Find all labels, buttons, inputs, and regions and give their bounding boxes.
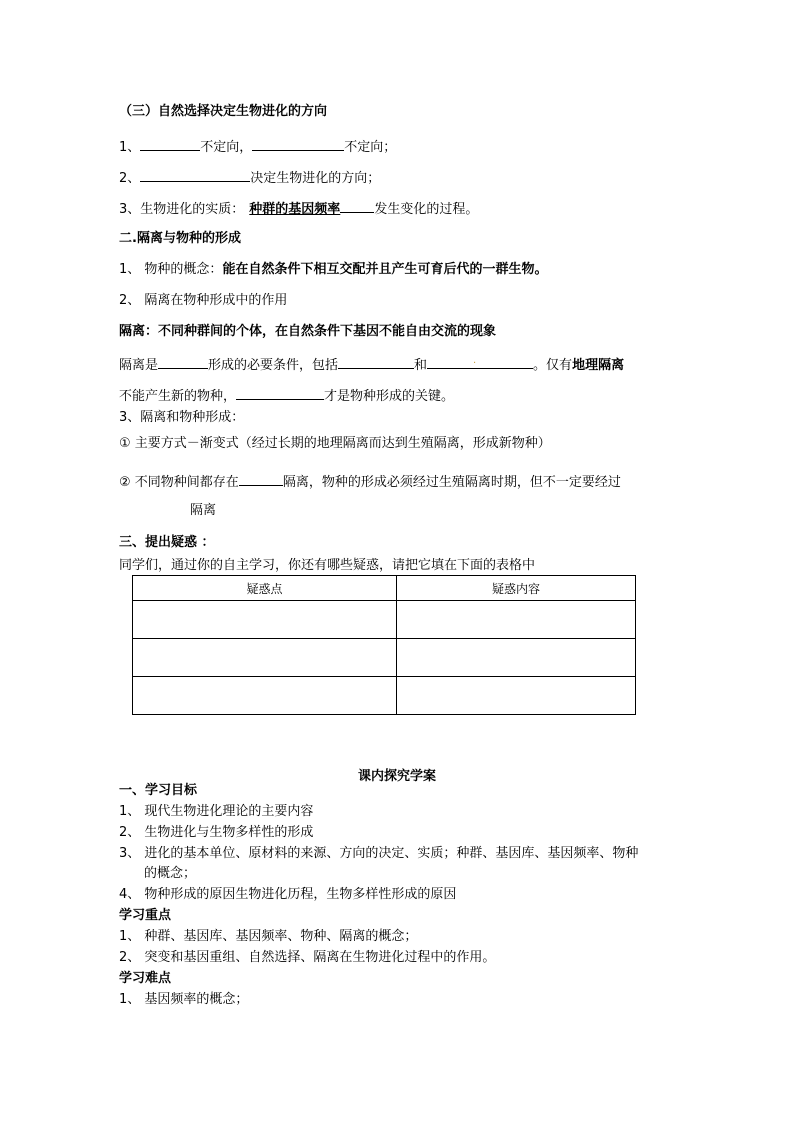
section3-heading: （三）自然选择决定生物进化的方向 (119, 104, 328, 119)
line-number: 1、 (119, 804, 141, 819)
isolation-label: 隔离： (119, 324, 159, 339)
line-text: 不能产生新的物种， (119, 389, 237, 404)
line-number: 3、 (119, 410, 141, 425)
doubts-table (132, 575, 636, 715)
part2-line2 (119, 293, 287, 309)
line-text: 突变和基因重组、自然选择、隔离在生物进化过程中的作用。 (144, 950, 496, 965)
table-row (133, 639, 636, 677)
table-header-cell: 疑惑内容 (397, 576, 636, 601)
line-number: 2、 (119, 293, 141, 308)
isolation-definition (119, 324, 496, 340)
goals-heading: 一、学习目标 (119, 783, 198, 798)
filled-answer: 种群的基因频率 (249, 202, 341, 217)
section3-line2 (119, 168, 380, 187)
part2-heading: 二.隔离与物种的形成 (119, 231, 241, 246)
line-text: 。仅有 (533, 358, 573, 373)
circle-number: ① (119, 436, 131, 451)
line-text: 物种的概念： (144, 262, 223, 277)
table-cell[interactable] (397, 601, 636, 639)
key-points-heading: 学习重点 (119, 908, 172, 923)
line-text: 形成的必要条件，包括 (208, 358, 339, 373)
part3-intro: 同学们，通过你的自主学习，你还有哪些疑惑，请把它填在下面的表格中 (119, 558, 536, 573)
key-point-item (119, 929, 417, 945)
circle-item-2 (119, 472, 621, 491)
table-cell[interactable] (133, 639, 397, 677)
fill-blank[interactable] (140, 168, 250, 182)
circle-item-2-continued: 隔离 (190, 503, 217, 518)
part2-line3 (119, 410, 244, 426)
goal-item (119, 825, 313, 841)
line-text: 不定向， (200, 140, 253, 155)
fill-blank[interactable] (338, 355, 414, 369)
goal-item-continued: 的概念； (144, 866, 197, 881)
inclass-title: 课内探究学案 (357, 769, 436, 784)
line-number: 2、 (119, 171, 141, 186)
line-number: 3、 (119, 846, 141, 861)
line-text: 决定生物进化的方向； (250, 171, 381, 186)
part3-heading: 三、提出疑惑 ： (119, 535, 215, 550)
line-number: 2、 (119, 950, 141, 965)
table-header-row (133, 576, 636, 601)
line-number: 3、 (119, 202, 141, 217)
geographic-isolation: 地理隔离 (572, 358, 625, 373)
line-text: 生物进化与生物多样性的形成 (144, 825, 314, 840)
line-text: 进化的基本单位、原材料的来源、方向的决定、实质；种群、基因库、基因频率、物种 (144, 846, 639, 861)
section3-line1 (119, 137, 396, 156)
line-text: 生物进化的实质： (140, 202, 245, 217)
line-text: 不同物种间都存在 (134, 475, 239, 490)
line-number: 4、 (119, 887, 141, 902)
table-cell[interactable] (397, 639, 636, 677)
line-text: 基因频率的概念； (144, 992, 249, 1007)
line-number: 1、 (119, 929, 141, 944)
line-number: 1、 (119, 262, 141, 277)
line-text: 种群、基因库、基因频率、物种、隔离的概念； (144, 929, 418, 944)
line-text: 主要方式－渐变式（经过长期的地理隔离而达到生殖隔离，形成新物种） (134, 436, 551, 451)
line-number: 2、 (119, 825, 141, 840)
fill-blank[interactable] (252, 137, 344, 151)
line-number: 1、 (119, 140, 141, 155)
goal-item (119, 846, 638, 862)
table-row (133, 601, 636, 639)
line-number: 1、 (119, 992, 141, 1007)
section3-line3 (119, 199, 478, 218)
stray-dot: . (473, 355, 477, 366)
isolation-paragraph-1 (119, 355, 624, 374)
table-cell[interactable] (397, 677, 636, 715)
table-row (133, 677, 636, 715)
line-text: 隔离是 (119, 358, 159, 373)
table-cell[interactable] (133, 601, 397, 639)
part2-line1 (119, 262, 547, 278)
key-point-item (119, 950, 495, 966)
table-header-cell: 疑惑点 (133, 576, 397, 601)
line-text: 隔离在物种形成中的作用 (144, 293, 288, 308)
fill-blank[interactable] (239, 472, 283, 486)
circle-number: ② (119, 475, 131, 490)
fill-blank[interactable] (158, 355, 208, 369)
isolation-paragraph-2 (119, 386, 454, 405)
line-text: 和 (414, 358, 428, 373)
line-text: 物种形成的原因生物进化历程，生物多样性形成的原因 (144, 887, 457, 902)
line-text: 不定向； (344, 140, 397, 155)
table-cell[interactable] (133, 677, 397, 715)
fill-blank[interactable] (340, 199, 374, 213)
goal-item (119, 804, 313, 820)
line-text: 才是物种形成的关键。 (324, 389, 455, 404)
isolation-text: 不同种群间的个体，在自然条件下基因不能自由交流的现象 (158, 324, 497, 339)
fill-blank[interactable] (427, 355, 533, 369)
line-text: 发生变化的过程。 (374, 202, 479, 217)
difficulty-item (119, 992, 248, 1008)
fill-blank[interactable] (140, 137, 200, 151)
line-text: 隔离和物种形成： (140, 410, 245, 425)
difficulties-heading: 学习难点 (119, 971, 172, 986)
circle-item-1 (119, 436, 551, 452)
species-definition: 能在自然条件下相互交配并且产生可育后代的一群生物。 (222, 262, 548, 277)
line-text: 现代生物进化理论的主要内容 (144, 804, 314, 819)
line-text: 隔离，物种的形成必须经过生殖隔离时期，但不一定要经过 (282, 475, 621, 490)
fill-blank[interactable] (236, 386, 324, 400)
goal-item (119, 887, 456, 903)
